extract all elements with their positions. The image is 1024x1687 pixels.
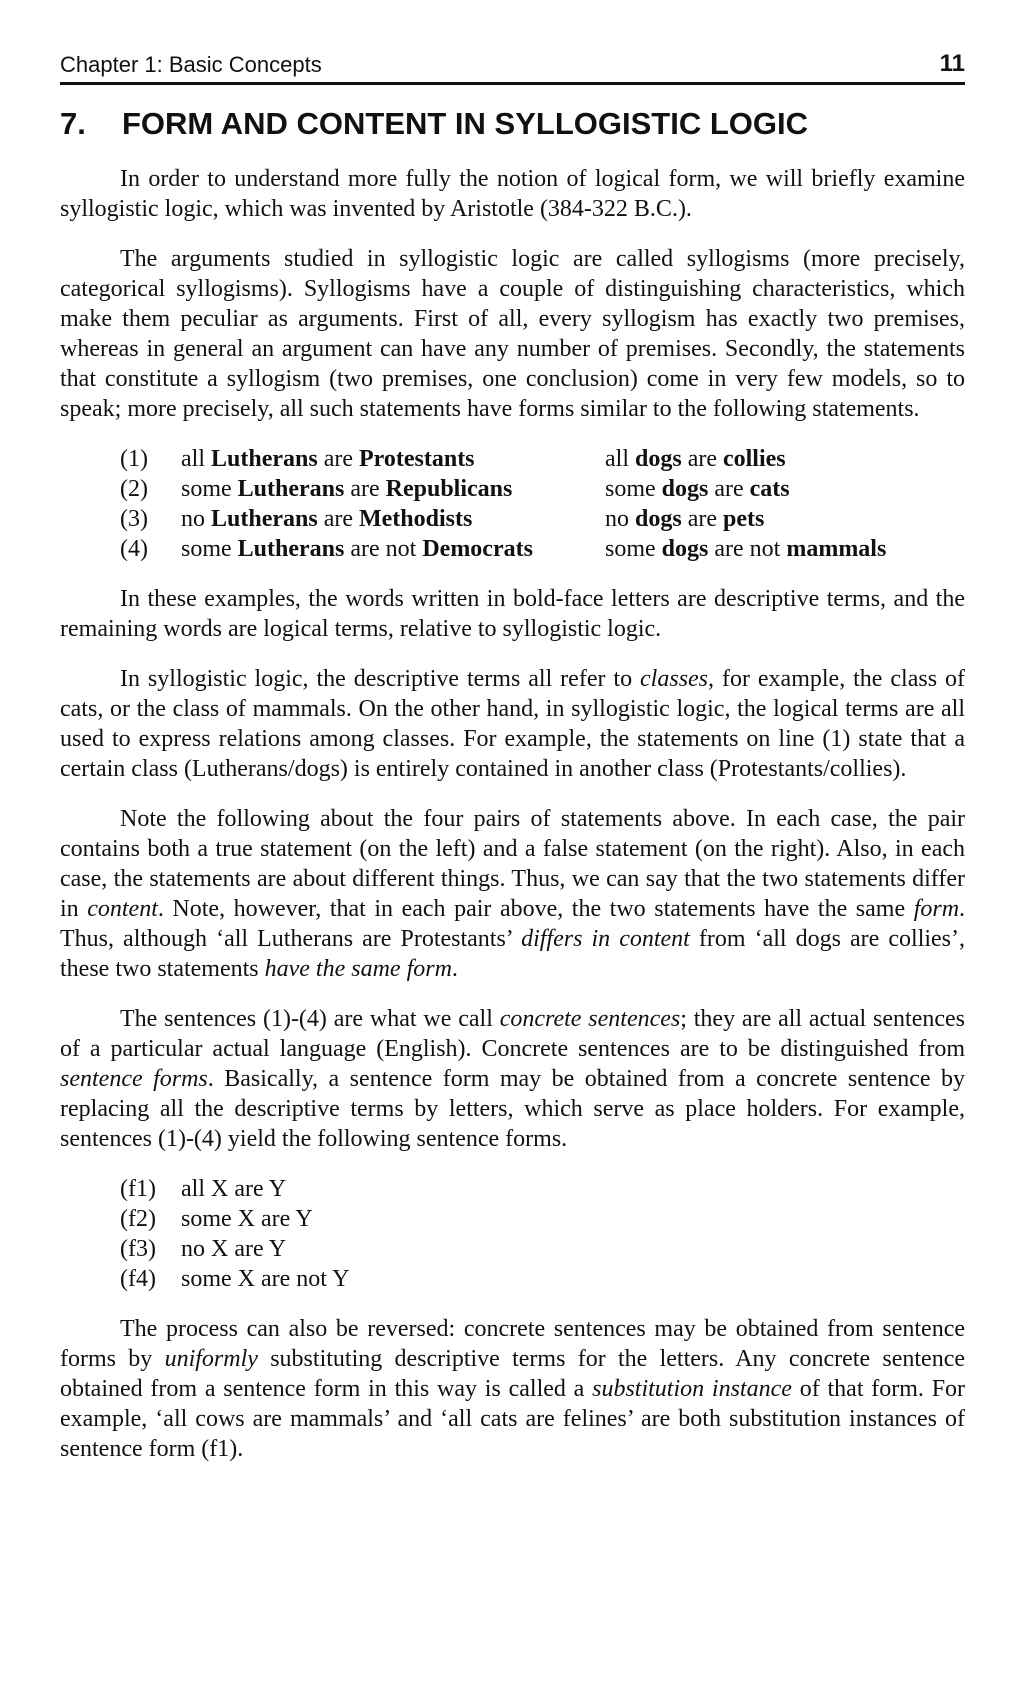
sentence-form-label: (f2)	[120, 1206, 156, 1232]
paragraph-substitution: The process can also be reversed: concrete sentences may be obtained from sentence forms by uniformly substituting descriptive terms for the letters. Any concrete sentence obtained from a sentence form in this way is called a substitution instance of that form. For example, ‘all cows are mammals’ and ‘all cats are felines’ are both substitution instances of sentence form (f1).	[60, 1316, 966, 1462]
example-label: (1)	[120, 446, 148, 472]
example-label: (2)	[120, 476, 148, 502]
sentence-form-text: no X are Y	[181, 1236, 287, 1262]
example-row	[120, 444, 886, 474]
sentence-forms-list	[120, 1174, 349, 1294]
paragraph-classes: In syllogistic logic, the descriptive terms all refer to classes, for example, the class of cats, or the class of mammals. On the other hand, in syllogistic logic, the logical terms are all used to express relations among classes. For example, the statements on line (1) state that a certain class (Lutherans/dogs) is entirely contained in another class (Protestants/collies).	[60, 666, 965, 782]
sentence-form-text: some X are Y	[181, 1206, 313, 1232]
paragraph-bold-terms: In these examples, the words written in bold-face letters are descriptive terms, and the remaining words are logical terms, relative to syllogistic logic.	[60, 586, 965, 642]
sentence-form-label: (f4)	[120, 1266, 156, 1292]
example-right: some dogs are not mammals	[605, 536, 887, 562]
running-header	[60, 50, 965, 85]
example-row	[120, 534, 886, 564]
sentence-form-row	[120, 1234, 349, 1264]
example-left: some Lutherans are not Democrats	[181, 536, 533, 562]
example-right: no dogs are pets	[605, 506, 765, 532]
sentence-form-label: (f3)	[120, 1236, 156, 1262]
example-right: some dogs are cats	[605, 476, 790, 502]
sentence-form-text: some X are not Y	[181, 1266, 350, 1292]
example-left: some Lutherans are Republicans	[181, 476, 513, 502]
example-left: all Lutherans are Protestants	[181, 446, 475, 472]
sentence-form-row	[120, 1264, 349, 1294]
example-row	[120, 474, 886, 504]
example-left: no Lutherans are Methodists	[181, 506, 473, 532]
sentence-form-row	[120, 1174, 349, 1204]
sentence-form-row	[120, 1204, 349, 1234]
page-number: 11	[939, 50, 965, 77]
paragraph-intro: In order to understand more fully the notion of logical form, we will briefly examine syllogistic logic, which was invented by Aristotle (384-322 B.C.).	[60, 166, 965, 222]
example-right: all dogs are collies	[605, 446, 786, 472]
section-number: 7.	[60, 106, 86, 141]
example-statements	[120, 444, 886, 564]
example-label: (4)	[120, 536, 148, 562]
section-heading	[60, 106, 808, 142]
chapter-title: Chapter 1: Basic Concepts	[60, 52, 322, 77]
paragraph-form-content: Note the following about the four pairs of statements above. In each case, the pair contains both a true statement (on the left) and a false statement (on the right). Also, in each case, the statements are about different things. Thus, we can say that the two statements differ in content. Note, however, that in each pair above, the two statements have the same form. Thus, although ‘all Lutherans are Protestants’ differs in content from ‘all dogs are collies’, these two statements have the same form.	[60, 806, 966, 982]
paragraph-syllogisms: The arguments studied in syllogistic logic are called syllogisms (more precisely, categorical syllogisms). Syllogisms have a couple of distinguishing characteristics, which make them peculiar as arguments. First of all, every syllogism has exactly two premises, whereas in general an argument can have any number of premises. Secondly, the statements that constitute a syllogism (two premises, one conclusion) come in very few models, so to speak; more precisely, all such statements have forms similar to the following statements.	[60, 246, 965, 422]
paragraph-concrete-sentences: The sentences (1)-(4) are what we call concrete sentences; they are all actual sentences of a particular actual language (English). Concrete sentences are to be distinguished from sentence forms. Basically, a sentence form may be obtained from a concrete sentence by replacing all the descriptive terms by letters, which serve as place holders. For example, sentences (1)-(4) yield the following sentence forms.	[60, 1006, 965, 1152]
sentence-form-label: (f1)	[120, 1176, 156, 1202]
example-label: (3)	[120, 506, 148, 532]
sentence-form-text: all X are Y	[181, 1176, 287, 1202]
section-title: FORM AND CONTENT IN SYLLOGISTIC LOGIC	[122, 106, 808, 141]
body-text	[60, 164, 965, 1484]
example-row	[120, 504, 886, 534]
